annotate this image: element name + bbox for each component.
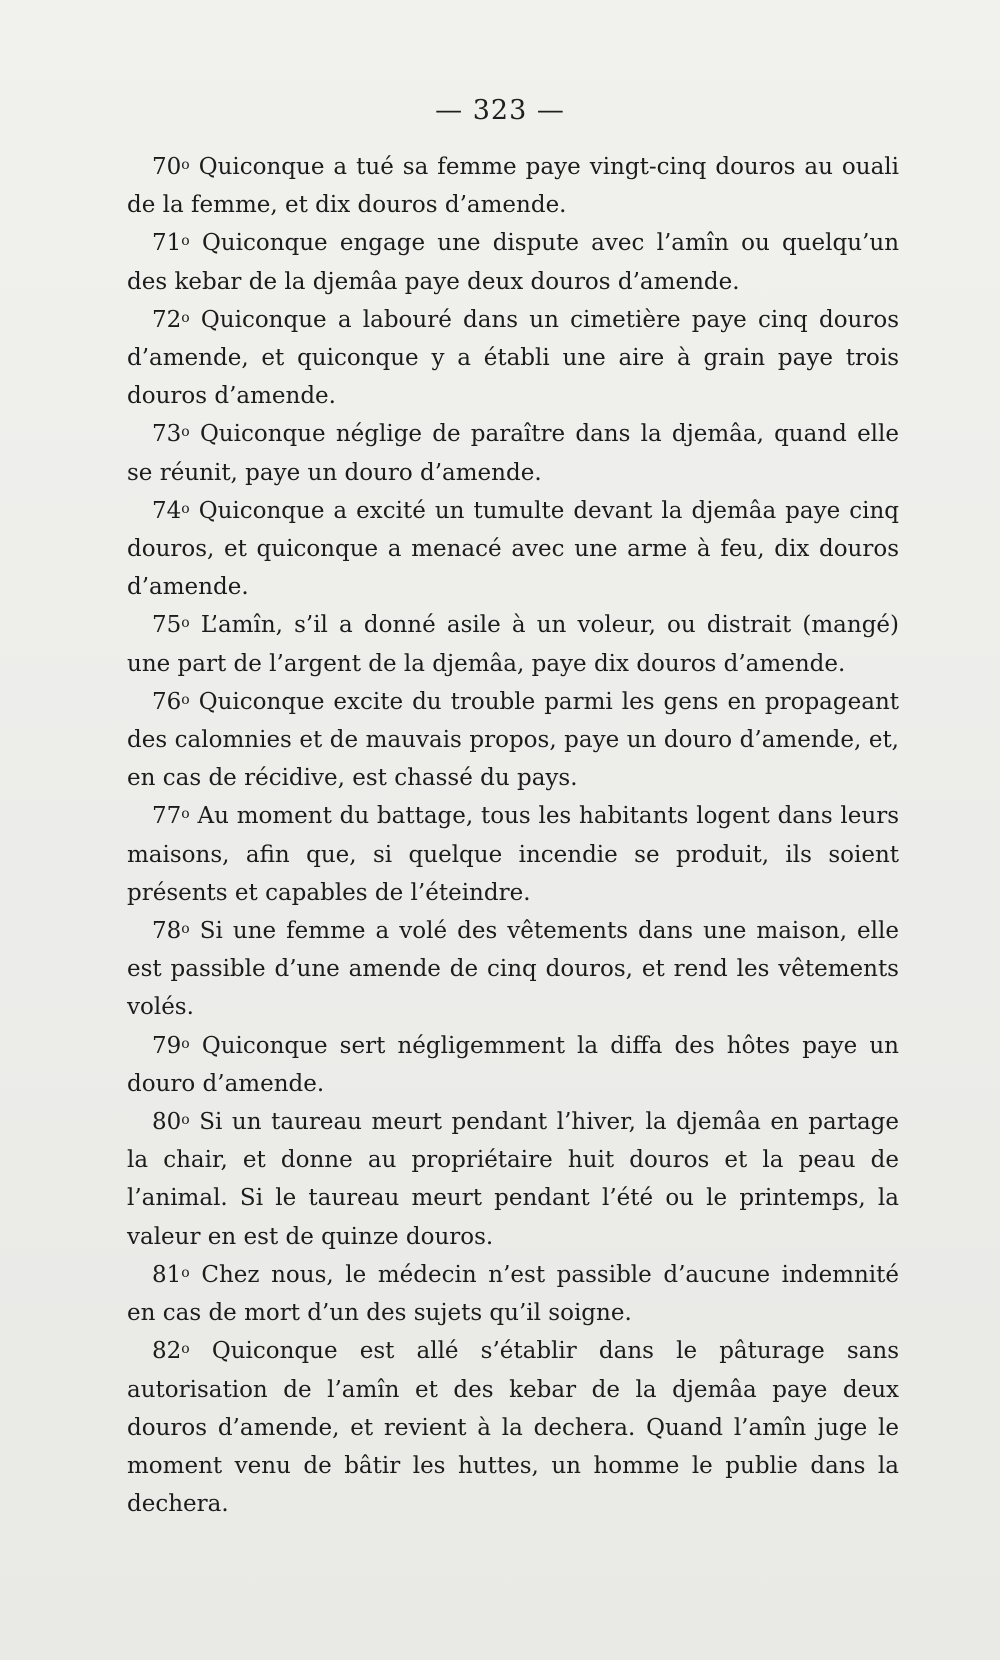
article-number: 72	[152, 306, 182, 333]
article-text: Si une femme a volé des vêtements dans une maison, elle est passible d’une amende de cinq douros, et rend les vêtements volés.	[127, 918, 899, 1021]
article-82	[127, 1332, 899, 1523]
body-text	[127, 148, 899, 1523]
article-number: 71	[152, 230, 182, 257]
degree-mark: o	[181, 921, 190, 938]
degree-mark: o	[181, 615, 190, 632]
article-text: Quiconque sert négligemment la diffa des hôtes paye un douro d’amende.	[127, 1032, 899, 1097]
article-number: 76	[152, 688, 182, 715]
article-number: 79	[152, 1032, 182, 1059]
degree-mark: o	[181, 309, 190, 326]
article-78	[127, 912, 899, 1027]
article-text: Quiconque engage une dispute avec l’amîn ou quelqu’un des kebar de la djemâa paye deux douros d’amende.	[127, 230, 900, 295]
degree-mark: o	[181, 1265, 190, 1281]
article-text: L’amîn, s’il a donné asile à un voleur, ou distrait (mangé) une part de l’argent de la djemâa, paye dix douros d’amende.	[127, 612, 900, 677]
article-number: 81	[152, 1261, 182, 1288]
article-text: Quiconque a tué sa femme paye vingt-cinq douros au ouali de la femme, et dix douros d’amende.	[127, 154, 899, 219]
article-number: 74	[152, 497, 182, 524]
degree-mark: o	[181, 1341, 190, 1358]
article-text: Chez nous, le médecin n’est passible d’aucune indemnité en cas de mort d’un des sujets qu’il soigne.	[127, 1261, 900, 1327]
article-76	[127, 683, 899, 798]
article-74	[127, 492, 899, 607]
degree-mark: o	[181, 806, 190, 823]
article-text: Quiconque est allé s’établir dans le pâturage sans autorisation de l’amîn et des kebar de la djemâa paye deux douros d’amende, et revient à la dechera. Quand l’amîn juge le moment venu de bâtir les huttes, un homme le publie dans la dechera.	[127, 1338, 899, 1518]
article-73	[127, 415, 899, 491]
degree-mark: o	[181, 1035, 190, 1052]
article-text: Au moment du battage, tous les habitants logent dans leurs maisons, afin que, si quelque incendie se produit, ils soient présents et capables de l’éteindre.	[127, 803, 899, 906]
article-72	[127, 301, 899, 416]
article-text: Quiconque a excité un tumulte devant la djemâa paye cinq douros, et quiconque a menacé avec une arme à feu, dix douros d’amende.	[127, 497, 899, 601]
article-text: Quiconque néglige de paraître dans la djemâa, quand elle se réunit, paye un douro d’amende.	[127, 421, 900, 486]
article-79	[127, 1027, 899, 1103]
degree-mark: o	[181, 424, 190, 441]
article-81	[127, 1256, 899, 1332]
degree-mark: o	[181, 1112, 190, 1129]
article-number: 77	[152, 803, 182, 830]
article-number: 73	[152, 421, 182, 448]
degree-mark: o	[181, 500, 190, 517]
article-75	[127, 606, 899, 682]
article-number: 70	[152, 154, 182, 180]
article-71	[127, 224, 899, 300]
degree-mark: o	[181, 691, 190, 708]
article-text: Quiconque a labouré dans un cimetière paye cinq douros d’amende, et quiconque y a établi une aire à grain paye trois douros d’amende.	[127, 306, 899, 410]
article-80	[127, 1103, 899, 1256]
article-text: Quiconque excite du trouble parmi les gens en propageant des calomnies et de mauvais propos, paye un douro d’amende, et, en cas de récidive, est chassé du pays.	[127, 688, 899, 792]
article-number: 75	[152, 612, 182, 639]
article-number: 78	[152, 918, 182, 945]
article-text: Si un taureau meurt pendant l’hiver, la djemâa en partage la chair, et donne au propriétaire huit douros et la peau de l’animal. Si le taureau meurt pendant l’été ou le printemps, la valeur en est de quinze douros.	[127, 1109, 899, 1250]
article-number: 80	[152, 1109, 182, 1136]
article-77	[127, 797, 899, 912]
article-number: 82	[152, 1338, 182, 1365]
page-number: — 323 —	[435, 95, 565, 126]
degree-mark: o	[181, 233, 190, 250]
degree-mark: o	[181, 157, 190, 174]
article-70	[127, 148, 899, 224]
